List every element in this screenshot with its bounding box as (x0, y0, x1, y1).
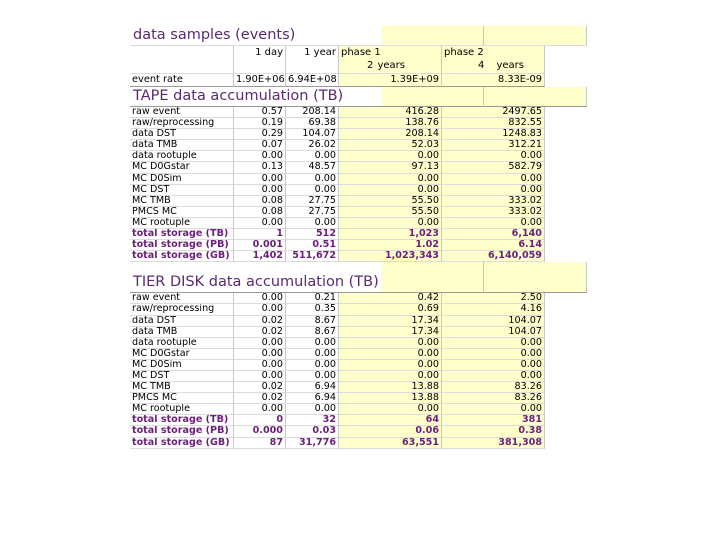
header-phase2-years-unit: years (496, 60, 524, 71)
disk-cell-phase2: 83.26 (442, 382, 545, 393)
disk-title-filler-p2 (484, 273, 587, 293)
header-phase1-years-count: 2 (367, 60, 374, 71)
disk-cell-year: 0.00 (286, 404, 339, 415)
tape-total-row (130, 240, 591, 251)
disk-data-row (130, 316, 591, 327)
disk-cell-phase2: 104.07 (442, 316, 545, 327)
disk-data-row (130, 293, 591, 304)
disk-data-row (130, 338, 591, 349)
disk-cell-label: total storage (GB) (130, 438, 234, 449)
tape-data-row (130, 185, 591, 196)
tape-cell-label: MC DST (130, 185, 234, 196)
tape-cell-year: 511,672 (286, 251, 339, 262)
tape-cell-year: 27.75 (286, 207, 339, 218)
tape-cell-day: 0.13 (234, 162, 286, 173)
tape-cell-year: 0.00 (286, 174, 339, 185)
disk-cell-phase1: 0.00 (339, 360, 442, 371)
tape-cell-year: 512 (286, 229, 339, 240)
tape-data-row (130, 218, 591, 229)
tape-cell-label: raw/reprocessing (130, 118, 234, 129)
gap-left (130, 262, 381, 273)
disk-cell-phase2: 4.16 (442, 304, 545, 315)
tape-data-row (130, 118, 591, 129)
disk-cell-label: MC rootuple (130, 404, 234, 415)
disk-cell-label: MC D0Sim (130, 360, 234, 371)
tape-cell-phase1: 0.00 (339, 185, 442, 196)
disk-cell-phase2: 381 (442, 415, 545, 426)
header-phase2-duration (444, 59, 542, 72)
disk-cell-year: 6.94 (286, 393, 339, 404)
disk-cell-day: 0.00 (234, 360, 286, 371)
disk-cell-year: 31,776 (286, 438, 339, 449)
tape-cell-phase2: 0.00 (442, 185, 545, 196)
tape-cell-phase1: 1,023 (339, 229, 442, 240)
disk-cell-year: 8.67 (286, 327, 339, 338)
disk-cell-day: 0.02 (234, 393, 286, 404)
disk-cell-phase2: 0.38 (442, 426, 545, 437)
tape-cell-label: MC D0Gstar (130, 162, 234, 173)
disk-total-row (130, 415, 591, 426)
disk-data-row (130, 304, 591, 315)
tape-cell-year: 0.00 (286, 151, 339, 162)
disk-cell-year: 0.00 (286, 338, 339, 349)
disk-cell-day: 0.00 (234, 371, 286, 382)
disk-title: TIER DISK data accumulation (TB) (130, 273, 381, 293)
tape-cell-year: 208.14 (286, 107, 339, 118)
disk-cell-phase2: 0.00 (442, 404, 545, 415)
tape-cell-label: total storage (TB) (130, 229, 234, 240)
disk-cell-day: 0.00 (234, 304, 286, 315)
disk-cell-phase2: 0.00 (442, 349, 545, 360)
disk-cell-phase1: 0.00 (339, 349, 442, 360)
tape-cell-day: 0.00 (234, 174, 286, 185)
tape-cell-day: 0.19 (234, 118, 286, 129)
tape-cell-day: 0.08 (234, 207, 286, 218)
tape-cell-phase1: 416.28 (339, 107, 442, 118)
tape-cell-label: MC rootuple (130, 218, 234, 229)
tape-table-body (130, 107, 591, 262)
header-label-blank (130, 46, 234, 74)
disk-cell-phase1: 13.88 (339, 393, 442, 404)
header-1-day: 1 day (234, 46, 286, 74)
header-phase2 (442, 46, 545, 74)
tape-data-row (130, 140, 591, 151)
tape-cell-phase2: 333.02 (442, 196, 545, 207)
header-phase1-duration (341, 59, 439, 72)
disk-cell-phase2: 104.07 (442, 327, 545, 338)
tape-cell-label: raw event (130, 107, 234, 118)
tape-cell-year: 48.57 (286, 162, 339, 173)
tape-cell-phase2: 333.02 (442, 207, 545, 218)
disk-cell-day: 0.02 (234, 316, 286, 327)
tape-data-row (130, 207, 591, 218)
tape-cell-phase1: 0.00 (339, 218, 442, 229)
disk-data-row (130, 382, 591, 393)
tape-cell-label: MC TMB (130, 196, 234, 207)
disk-total-row (130, 426, 591, 437)
disk-data-row (130, 404, 591, 415)
disk-data-row (130, 349, 591, 360)
disk-cell-year: 6.94 (286, 382, 339, 393)
disk-cell-label: total storage (PB) (130, 426, 234, 437)
tape-cell-phase2: 832.55 (442, 118, 545, 129)
tape-cell-label: data TMB (130, 140, 234, 151)
disk-cell-year: 0.00 (286, 360, 339, 371)
disk-cell-day: 0.00 (234, 349, 286, 360)
tape-cell-phase2: 0.00 (442, 151, 545, 162)
header-phase1 (339, 46, 442, 74)
disk-cell-phase2: 0.00 (442, 338, 545, 349)
event-rate-day: 1.90E+06 (236, 74, 285, 85)
tape-cell-year: 26.02 (286, 140, 339, 151)
tape-data-row (130, 162, 591, 173)
disk-cell-year: 0.35 (286, 304, 339, 315)
disk-cell-day: 0.000 (234, 426, 286, 437)
disk-cell-phase1: 0.00 (339, 371, 442, 382)
tape-cell-year: 104.07 (286, 129, 339, 140)
spreadsheet (130, 26, 591, 449)
event-rate-phase1: 1.39E+09 (339, 74, 442, 87)
tape-cell-phase2: 6,140,059 (442, 251, 545, 262)
tape-cell-phase1: 52.03 (339, 140, 442, 151)
tape-title-filler-p2 (484, 87, 587, 107)
disk-cell-phase1: 0.06 (339, 426, 442, 437)
event-rate-phase2: 8.33E-09 (442, 74, 545, 87)
header-phase1-label: phase 1 (341, 47, 381, 58)
disk-cell-phase1: 64 (339, 415, 442, 426)
tape-cell-day: 0.00 (234, 185, 286, 196)
tape-title-filler-p1 (381, 87, 484, 107)
tape-cell-label: MC D0Sim (130, 174, 234, 185)
tape-total-row (130, 251, 591, 262)
tape-data-row (130, 196, 591, 207)
disk-cell-phase2: 83.26 (442, 393, 545, 404)
header-phase2-label: phase 2 (444, 47, 484, 58)
disk-cell-label: raw/reprocessing (130, 304, 234, 315)
disk-cell-phase2: 2.50 (442, 293, 545, 304)
tape-cell-phase2: 2497.65 (442, 107, 545, 118)
samples-title-row (130, 26, 591, 46)
tape-cell-phase1: 0.00 (339, 174, 442, 185)
tape-cell-phase2: 0.00 (442, 174, 545, 185)
tape-cell-label: data rootuple (130, 151, 234, 162)
tape-cell-phase1: 138.76 (339, 118, 442, 129)
disk-cell-phase1: 0.42 (339, 293, 442, 304)
tape-cell-phase1: 55.50 (339, 196, 442, 207)
tape-data-row (130, 107, 591, 118)
tape-cell-day: 0.00 (234, 151, 286, 162)
disk-cell-year: 32 (286, 415, 339, 426)
header-phase2-years-count: 4 (478, 60, 485, 71)
tape-cell-day: 0.57 (234, 107, 286, 118)
disk-title-row (130, 273, 591, 293)
disk-cell-day: 87 (234, 438, 286, 449)
tape-cell-day: 0.29 (234, 129, 286, 140)
disk-cell-phase1: 63,551 (339, 438, 442, 449)
disk-total-row (130, 438, 591, 449)
section-gap (130, 262, 591, 273)
gap-p2 (484, 262, 587, 273)
header-1-year: 1 year (286, 46, 339, 74)
disk-title-filler-p1 (381, 273, 484, 293)
tape-cell-label: data DST (130, 129, 234, 140)
event-rate-row (130, 74, 591, 87)
disk-cell-year: 0.00 (286, 349, 339, 360)
tape-cell-year: 0.00 (286, 185, 339, 196)
gap-p1 (381, 262, 484, 273)
disk-cell-day: 0 (234, 415, 286, 426)
header-phase1-years-unit: years (377, 60, 405, 71)
disk-data-row (130, 327, 591, 338)
disk-cell-phase1: 0.69 (339, 304, 442, 315)
disk-cell-day: 0.02 (234, 327, 286, 338)
disk-cell-phase1: 17.34 (339, 327, 442, 338)
tape-cell-phase1: 1.02 (339, 240, 442, 251)
tape-cell-phase1: 55.50 (339, 207, 442, 218)
disk-cell-phase2: 0.00 (442, 371, 545, 382)
tape-cell-phase1: 1,023,343 (339, 251, 442, 262)
disk-cell-phase2: 0.00 (442, 360, 545, 371)
tape-cell-day: 0.07 (234, 140, 286, 151)
tape-cell-phase2: 312.21 (442, 140, 545, 151)
disk-cell-phase1: 13.88 (339, 382, 442, 393)
tape-cell-phase1: 97.13 (339, 162, 442, 173)
event-rate-year: 6.94E+08 (286, 74, 339, 87)
tape-cell-day: 0.001 (234, 240, 286, 251)
tape-cell-phase1: 208.14 (339, 129, 442, 140)
disk-cell-label: total storage (TB) (130, 415, 234, 426)
tape-cell-day: 0.08 (234, 196, 286, 207)
tape-data-row (130, 151, 591, 162)
tape-cell-phase2: 6.14 (442, 240, 545, 251)
tape-cell-year: 69.38 (286, 118, 339, 129)
disk-cell-year: 0.03 (286, 426, 339, 437)
disk-cell-day: 0.02 (234, 382, 286, 393)
disk-cell-label: data TMB (130, 327, 234, 338)
tape-cell-phase2: 0.00 (442, 218, 545, 229)
disk-cell-phase1: 0.00 (339, 404, 442, 415)
disk-cell-label: data DST (130, 316, 234, 327)
tape-cell-label: total storage (GB) (130, 251, 234, 262)
disk-data-row (130, 371, 591, 382)
tape-cell-day: 1 (234, 229, 286, 240)
tape-cell-year: 0.00 (286, 218, 339, 229)
tape-total-row (130, 229, 591, 240)
phase1-filler (381, 26, 484, 46)
samples-title: data samples (events) (130, 26, 381, 46)
tape-cell-phase2: 1248.83 (442, 129, 545, 140)
disk-cell-day: 0.00 (234, 404, 286, 415)
disk-cell-label: raw event (130, 293, 234, 304)
disk-cell-label: MC D0Gstar (130, 349, 234, 360)
disk-cell-phase2: 381,308 (442, 438, 545, 449)
disk-table-body (130, 293, 591, 448)
event-rate-label: event rate (130, 74, 234, 87)
disk-cell-year: 0.00 (286, 371, 339, 382)
tape-cell-day: 1,402 (234, 251, 286, 262)
tape-data-row (130, 174, 591, 185)
disk-cell-phase1: 0.00 (339, 338, 442, 349)
disk-data-row (130, 393, 591, 404)
tape-cell-phase1: 0.00 (339, 151, 442, 162)
disk-data-row (130, 360, 591, 371)
disk-cell-year: 8.67 (286, 316, 339, 327)
tape-title-row (130, 87, 591, 107)
header-row (130, 46, 591, 74)
tape-cell-day: 0.00 (234, 218, 286, 229)
tape-cell-label: total storage (PB) (130, 240, 234, 251)
tape-title: TAPE data accumulation (TB) (130, 87, 381, 107)
disk-cell-label: MC DST (130, 371, 234, 382)
tape-cell-year: 27.75 (286, 196, 339, 207)
disk-cell-label: data rootuple (130, 338, 234, 349)
phase2-filler (484, 26, 587, 46)
disk-cell-phase1: 17.34 (339, 316, 442, 327)
tape-data-row (130, 129, 591, 140)
tape-cell-year: 0.51 (286, 240, 339, 251)
tape-cell-phase2: 582.79 (442, 162, 545, 173)
disk-cell-label: MC TMB (130, 382, 234, 393)
tape-cell-phase2: 6,140 (442, 229, 545, 240)
disk-cell-day: 0.00 (234, 293, 286, 304)
disk-cell-day: 0.00 (234, 338, 286, 349)
disk-cell-label: PMCS MC (130, 393, 234, 404)
tape-cell-label: PMCS MC (130, 207, 234, 218)
disk-cell-year: 0.21 (286, 293, 339, 304)
